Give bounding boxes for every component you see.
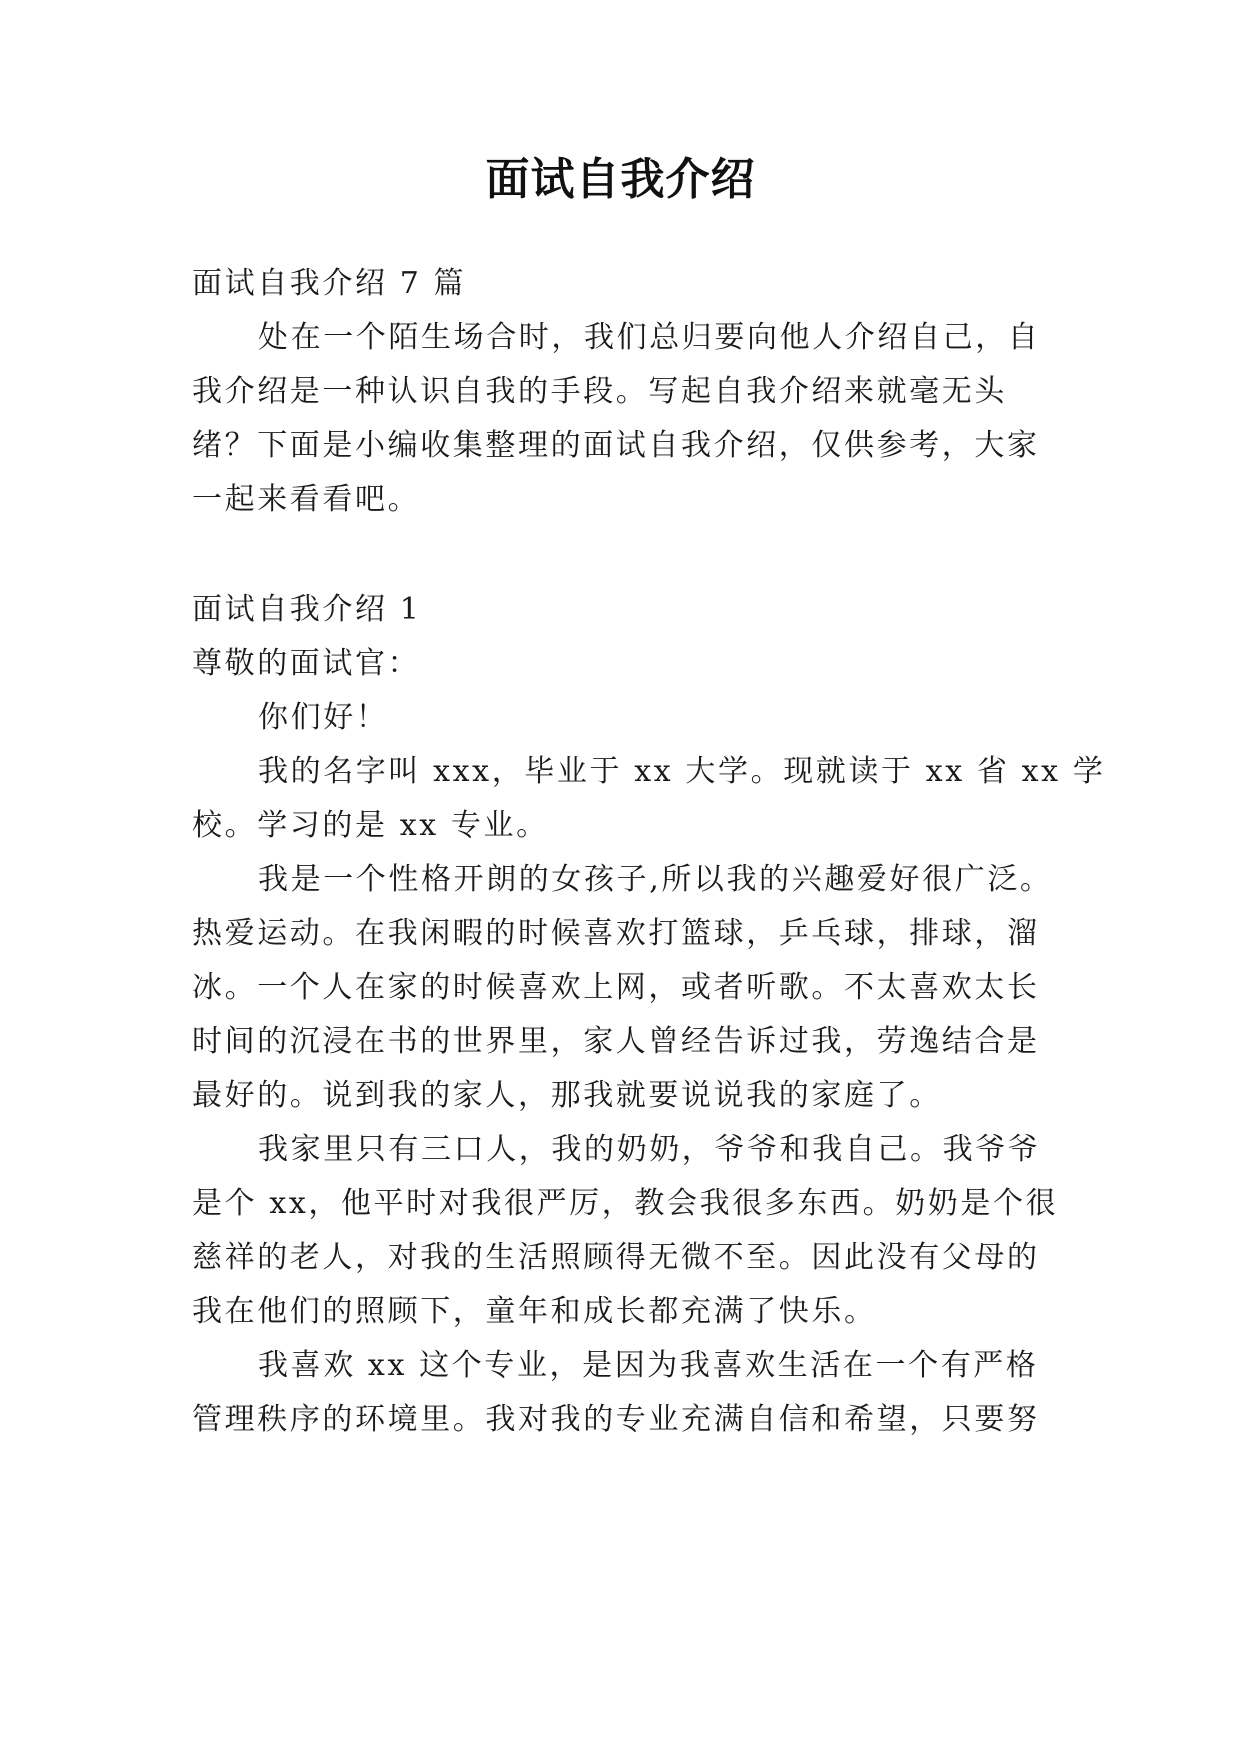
paragraph-line: 我在他们的照顾下，童年和成长都充满了快乐。 bbox=[192, 1294, 877, 1329]
paragraph-line: 我介绍是一种认识自我的手段。写起自我介绍来就毫无头 bbox=[192, 374, 1007, 409]
paragraph-line: 我家里只有三口人，我的奶奶，爷爷和我自己。我爷爷 bbox=[258, 1132, 1041, 1167]
document-title: 面试自我介绍 bbox=[485, 154, 756, 205]
paragraph-line: 校。学习的是 xx 专业。 bbox=[192, 808, 549, 843]
paragraph-line: 我喜欢 xx 这个专业，是因为我喜欢生活在一个有严格 bbox=[258, 1348, 1039, 1383]
paragraph-line: 我的名字叫 xxx，毕业于 xx 大学。现就读于 xx 省 xx 学 bbox=[258, 754, 1106, 789]
subtitle-line: 面试自我介绍 7 篇 bbox=[192, 266, 467, 301]
paragraph-line: 处在一个陌生场合时，我们总归要向他人介绍自己，自 bbox=[258, 320, 1041, 355]
paragraph-line: 是个 xx，他平时对我很严厉，教会我很多东西。奶奶是个很 bbox=[192, 1186, 1059, 1221]
paragraph-line: 热爱运动。在我闲暇的时候喜欢打篮球，乒乓球，排球，溜 bbox=[192, 916, 1040, 951]
section-heading: 面试自我介绍 1 bbox=[192, 592, 422, 627]
paragraph-line: 绪？下面是小编收集整理的面试自我介绍，仅供参考，大家 bbox=[192, 428, 1040, 463]
greeting-line: 你们好！ bbox=[258, 700, 389, 735]
paragraph-line: 慈祥的老人，对我的生活照顾得无微不至。因此没有父母的 bbox=[192, 1240, 1040, 1275]
paragraph-line: 我是一个性格开朗的女孩子,所以我的兴趣爱好很广泛。 bbox=[258, 862, 1053, 897]
paragraph-line: 一起来看看吧。 bbox=[192, 482, 421, 517]
salutation-line: 尊敬的面试官： bbox=[192, 646, 421, 681]
paragraph-line: 时间的沉浸在书的世界里，家人曾经告诉过我，劳逸结合是 bbox=[192, 1024, 1040, 1059]
paragraph-line: 冰。一个人在家的时候喜欢上网，或者听歌。不太喜欢太长 bbox=[192, 970, 1040, 1005]
paragraph-line: 管理秩序的环境里。我对我的专业充满自信和希望，只要努 bbox=[192, 1402, 1040, 1437]
paragraph-line: 最好的。说到我的家人，那我就要说说我的家庭了。 bbox=[192, 1078, 942, 1113]
